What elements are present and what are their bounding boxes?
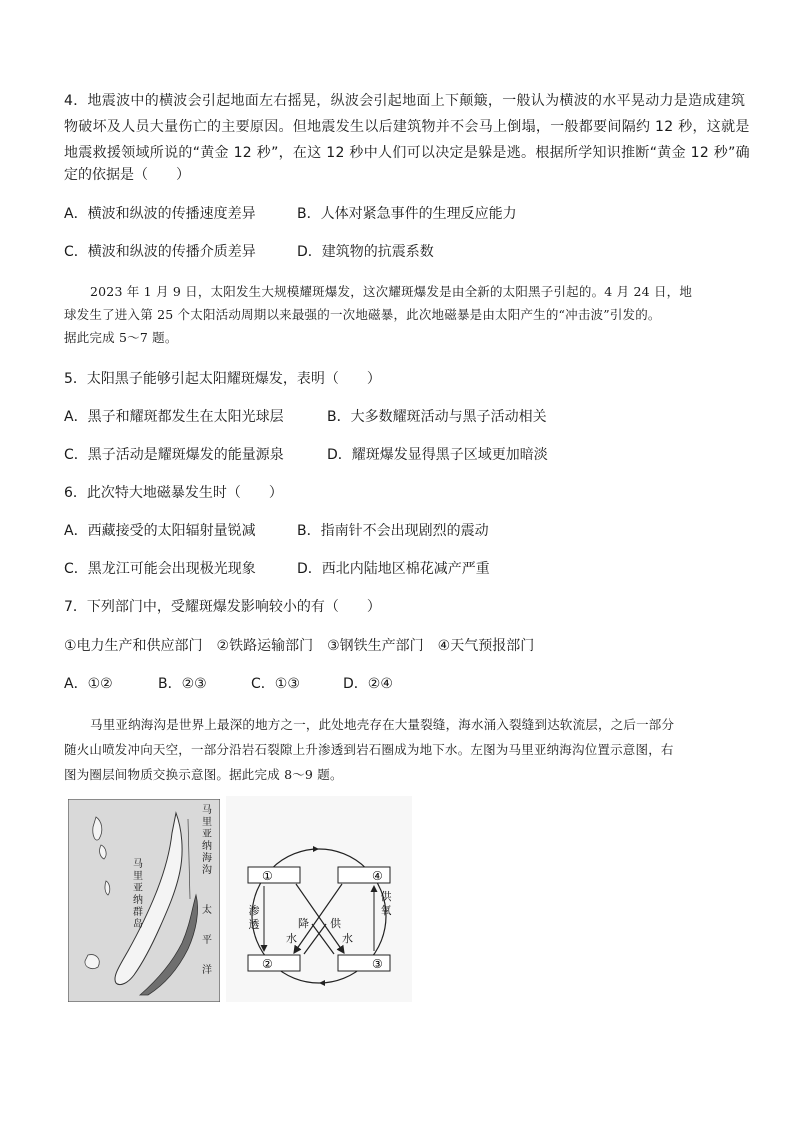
trench-label-text: 马里亚纳海沟 [202,805,212,876]
ocean-label-text: 太平洋 [202,905,212,976]
q7-option-b: B．②③ [158,676,207,692]
material-1-line-2: 球发生了进入第 25 个太阳活动周期以来最强的一次地磁暴，此次地磁暴是由太阳产生的“冲击波”引发的。 [64,307,661,322]
q7-stem: 7．下列部门中，受耀斑爆发影响较小的有（ ） [64,599,381,615]
label-supply-water-char-0: 供 [330,917,341,930]
label-infiltration: 渗透 [248,904,260,931]
box-3-label: ③ [372,957,383,971]
label-precipitation-char-0: 降 [298,917,309,930]
q4-option-c: C．横波和纵波的传播介质差异 [64,244,256,260]
material-1-line-3: 据此完成 5～7 题。 [64,330,178,345]
q5-stem: 5．太阳黑子能够引起太阳耀斑爆发，表明（ ） [64,371,381,387]
sphere-exchange-diagram [226,796,412,1002]
q6-stem: 6．此次特大地磁暴发生时（ ） [64,485,283,501]
q5-option-d: D．耀斑爆发显得黑子区域更加暗淡 [327,447,548,463]
mariana-map [68,799,220,1002]
material-1-line-1: 2023 年 1 月 9 日，太阳发生大规模耀斑爆发，这次耀斑爆发是由全新的太阳黑子引起的。4 月 24 日，地 [90,284,693,299]
ocean-label-group [202,903,212,976]
box-1 [248,867,300,883]
q6-option-a: A．西藏接受的太阳辐射量锐减 [64,523,256,539]
material-2-line-1: 马里亚纳海沟是世界上最深的地方之一，此处地壳存在大量裂缝，海水涌入裂缝到达软流层，之后一部分 [90,717,675,732]
mariana-map-figure [68,799,220,1002]
q7-option-a: A．①② [64,676,113,692]
q4-stem-line-2: 物破坏及人员大量伤亡的主要原因。但地震发生以后建筑物并不会马上倒塌，一般都要间隔约 12 秒，这就是 [64,119,750,135]
q5-option-a: A．黑子和耀斑都发生在太阳光球层 [64,409,284,425]
q6-option-d: D．西北内陆地区棉花减产严重 [297,561,490,577]
q4-option-b: B．人体对紧急事件的生理反应能力 [297,206,517,222]
box-2-label: ② [262,957,273,971]
label-supply-water-char-1: 水 [342,932,353,945]
label-precipitation-char-1: 水 [286,932,297,945]
q4-option-a: A．横波和纵波的传播速度差异 [64,206,256,222]
label-supply-oxygen: 供氧 [380,890,392,917]
q4-option-d: D．建筑物的抗震系数 [297,244,434,260]
q6-option-c: C．黑龙江可能会出现极光现象 [64,561,256,577]
q7-option-c: C．①③ [251,676,300,692]
material-2-line-2: 随火山喷发冲向天空，一部分沿岩石裂隙上升渗透到岩石圈成为地下水。左图为马里亚纳海沟位置示意图，右 [64,742,674,757]
q7-items: ①电力生产和供应部门 ②铁路运输部门 ③钢铁生产部门 ④天气预报部门 [64,638,535,654]
island-southwest [85,955,99,969]
material-2-line-3: 图为圈层间物质交换示意图。据此完成 8～9 题。 [64,767,343,782]
q5-option-c: C．黑子活动是耀斑爆发的能量源泉 [64,447,284,463]
q5-option-b: B．大多数耀斑活动与黑子活动相关 [327,409,547,425]
box-4-label: ④ [372,869,383,883]
q7-option-d: D．②④ [343,676,393,692]
box-1-label: ① [262,869,273,883]
q4-stem-line-4: 定的依据是（ ） [64,167,190,183]
box-2 [248,955,300,971]
islands-label-text: 马里亚纳群岛 [133,859,143,930]
sphere-exchange-figure [226,796,412,1002]
q6-option-b: B．指南针不会出现剧烈的震动 [297,523,489,539]
q4-stem-line-3: 地震救援领域所说的“黄金 12 秒”，在这 12 秒中人们可以决定是躲是逃。根据所学知识推断“黄金 12 秒”确 [64,145,750,161]
q4-stem-line-1: 4．地震波中的横波会引起地面左右摇晃，纵波会引起地面上下颠簸，一般认为横波的水平晃动力是造成建筑 [64,93,746,109]
